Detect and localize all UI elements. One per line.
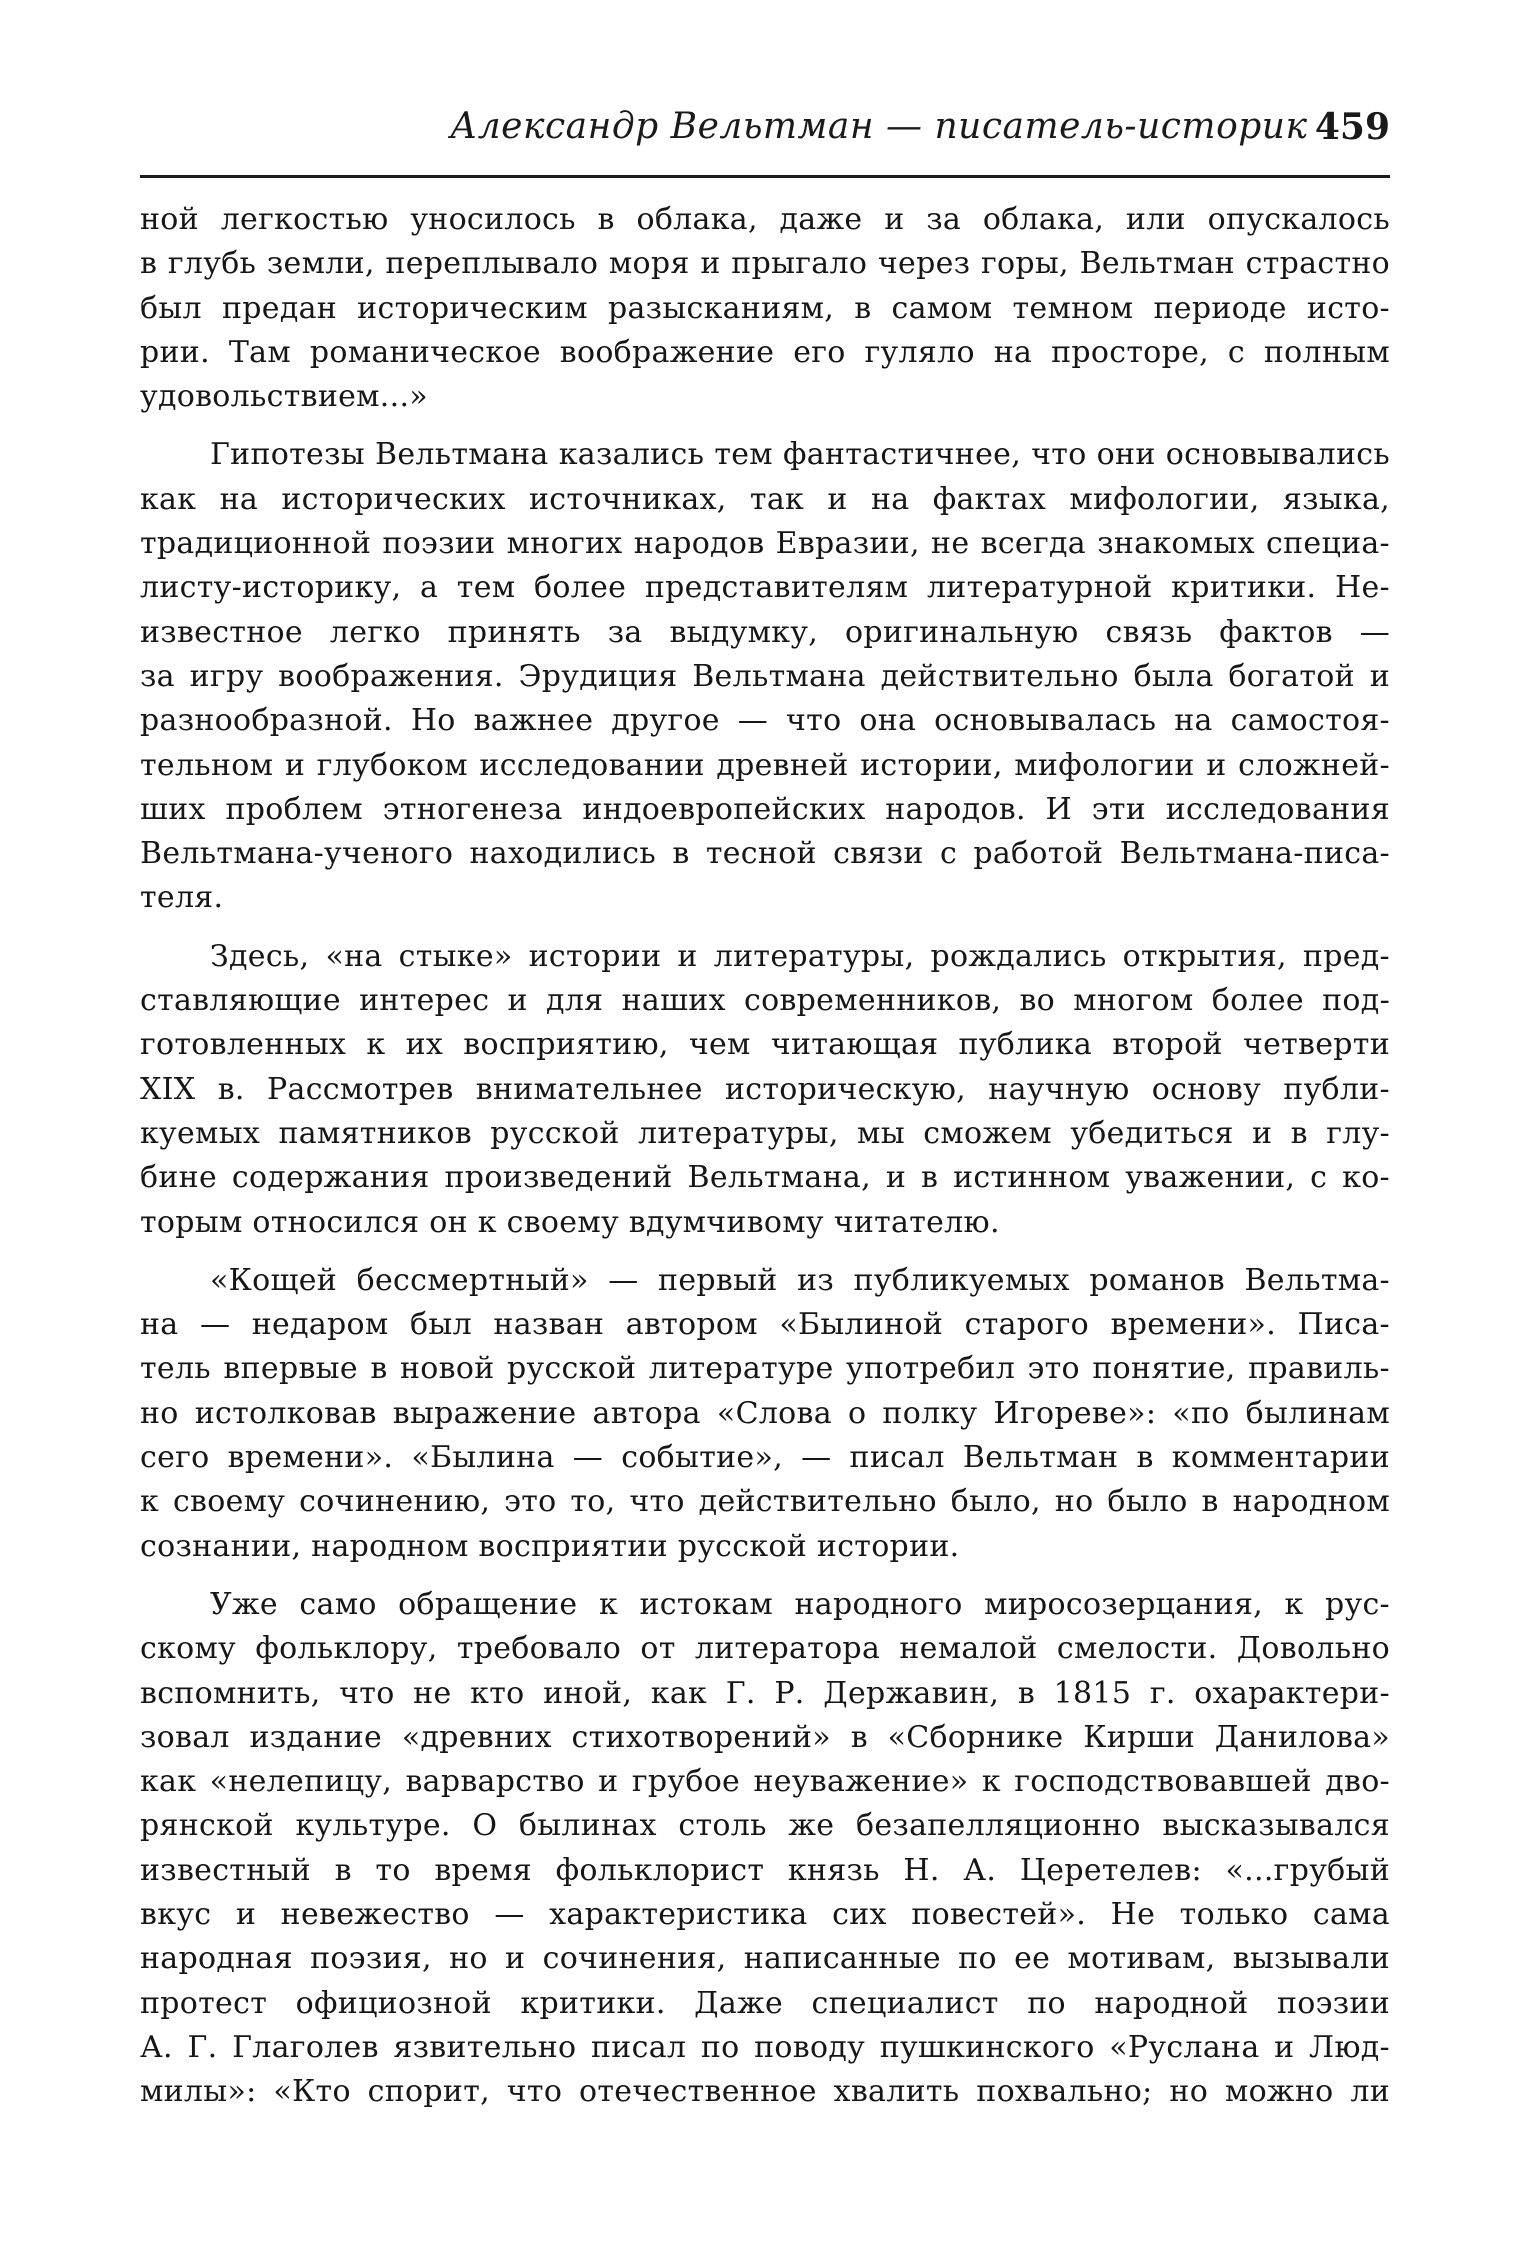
text-line: рии. Там романическое воображение его гуляло на просторе, с полным	[140, 334, 1390, 370]
text-line: «Кощей бессмертный» — первый из публикуемых романов Вельтма-	[210, 1262, 1390, 1298]
text-line: тельном и глубоком исследовании древней истории, мифологии и сложней-	[140, 747, 1390, 783]
text-line: за игру воображения. Эрудиция Вельтмана действительно была богатой и	[140, 658, 1390, 694]
body-text	[140, 198, 1390, 2114]
paragraph-1	[140, 198, 1390, 419]
paragraph-4	[140, 1259, 1390, 1569]
header-rule	[140, 175, 1390, 178]
text-line: в глубь земли, переплывало моря и прыгало через горы, Вельтман страстно	[140, 246, 1390, 282]
text-line: разнообразной. Но важнее другое — что она основывалась на самостоя-	[140, 703, 1390, 739]
text-line: готовленных к их восприятию, чем читающая публика второй четверти	[140, 1027, 1390, 1063]
text-line: вспомнить, что не кто иной, как Г. Р. Державин, в 1815 г. охарактери-	[140, 1675, 1390, 1711]
text-line: Вельтмана-ученого находились в тесной связи с работой Вельтмана-писа-	[140, 836, 1390, 872]
text-line: ших проблем этногенеза индоевропейских народов. И эти исследования	[140, 791, 1390, 827]
text-line: Уже само обращение к истокам народного миросозерцания, к рус-	[210, 1586, 1390, 1622]
text-line: известный в то время фольклорист князь Н. А. Церетелев: «...грубый	[140, 1852, 1390, 1888]
text-line: ной легкостью уносилось в облака, даже и за облака, или опускалось	[140, 202, 1390, 237]
paragraph-5	[140, 1583, 1390, 2115]
text-line: на — недаром был назван автором «Былиной старого времени». Писа-	[140, 1307, 1390, 1343]
text-line: к своему сочинению, это то, что действительно было, но было в народном	[140, 1484, 1390, 1520]
text-line: теля.	[140, 880, 224, 916]
text-line: листу-историку, а тем более представителям литературной критики. Не-	[140, 570, 1390, 606]
page-number: 459	[1314, 106, 1390, 148]
paragraph-2	[140, 433, 1390, 920]
text-line: рянской культуре. О былинах столь же безапелляционно высказывался	[140, 1808, 1390, 1844]
text-line: торым относился он к своему вдумчивому читателю.	[140, 1204, 1000, 1240]
text-line: сего времени». «Былина — событие», — писал Вельтман в комментарии	[140, 1440, 1390, 1476]
text-line: сознании, народном восприятии русской истории.	[140, 1528, 960, 1564]
text-line: Здесь, «на стыке» истории и литературы, рождались открытия, пред-	[210, 938, 1390, 974]
text-line: как на исторических источниках, так и на фактах мифологии, языка,	[140, 481, 1390, 517]
text-line: А. Г. Глаголев язвительно писал по поводу пушкинского «Руслана и Люд-	[140, 2029, 1390, 2065]
text-line: ставляющие интерес и для наших современников, во многом более под-	[140, 983, 1390, 1019]
text-line: скому фольклору, требовало от литератора немалой смелости. Довольно	[140, 1631, 1390, 1667]
paragraph-gap	[140, 1245, 1390, 1259]
paragraph-3	[140, 935, 1390, 1245]
text-line: удовольствием...»	[140, 379, 428, 415]
running-head	[140, 106, 1390, 170]
text-line: тель впервые в новой русской литературе употребил это понятие, правиль-	[140, 1351, 1390, 1387]
text-line: вкус и невежество — характеристика сих повестей». Не только сама	[140, 1896, 1390, 1932]
text-line: зовал издание «древних стихотворений» в «Сборнике Кирши Данилова»	[140, 1719, 1390, 1755]
text-line: протест официозной критики. Даже специалист по народной поэзии	[140, 1985, 1390, 2021]
running-title: Александр Вельтман — писатель-историк	[450, 106, 1308, 147]
text-line: но истолковав выражение автора «Слова о полку Игореве»: «по былинам	[140, 1395, 1390, 1431]
text-line: бине содержания произведений Вельтмана, и в истинном уважении, с ко-	[140, 1160, 1390, 1196]
text-line: был предан историческим разысканиям, в самом темном периоде исто-	[140, 290, 1390, 326]
text-line: народная поэзия, но и сочинения, написанные по ее мотивам, вызывали	[140, 1941, 1390, 1977]
text-line: милы»: «Кто спорит, что отечественное хвалить похвально; но можно ли	[140, 2074, 1390, 2110]
paragraph-gap	[140, 419, 1390, 433]
text-line: XIX в. Рассмотрев внимательнее историческую, научную основу публи-	[140, 1071, 1390, 1107]
text-line: известное легко принять за выдумку, оригинальную связь фактов —	[140, 614, 1390, 650]
text-line: куемых памятников русской литературы, мы сможем убедиться и в глу-	[140, 1115, 1390, 1151]
text-line: Гипотезы Вельтмана казались тем фантастичнее, что они основывались	[210, 437, 1390, 473]
text-line: как «нелепицу, варварство и грубое неуважение» к господствовавшей дво-	[140, 1764, 1390, 1800]
paragraph-gap	[140, 921, 1390, 935]
paragraph-gap	[140, 1569, 1390, 1583]
text-line: традиционной поэзии многих народов Евразии, не всегда знакомых специа-	[140, 526, 1390, 562]
